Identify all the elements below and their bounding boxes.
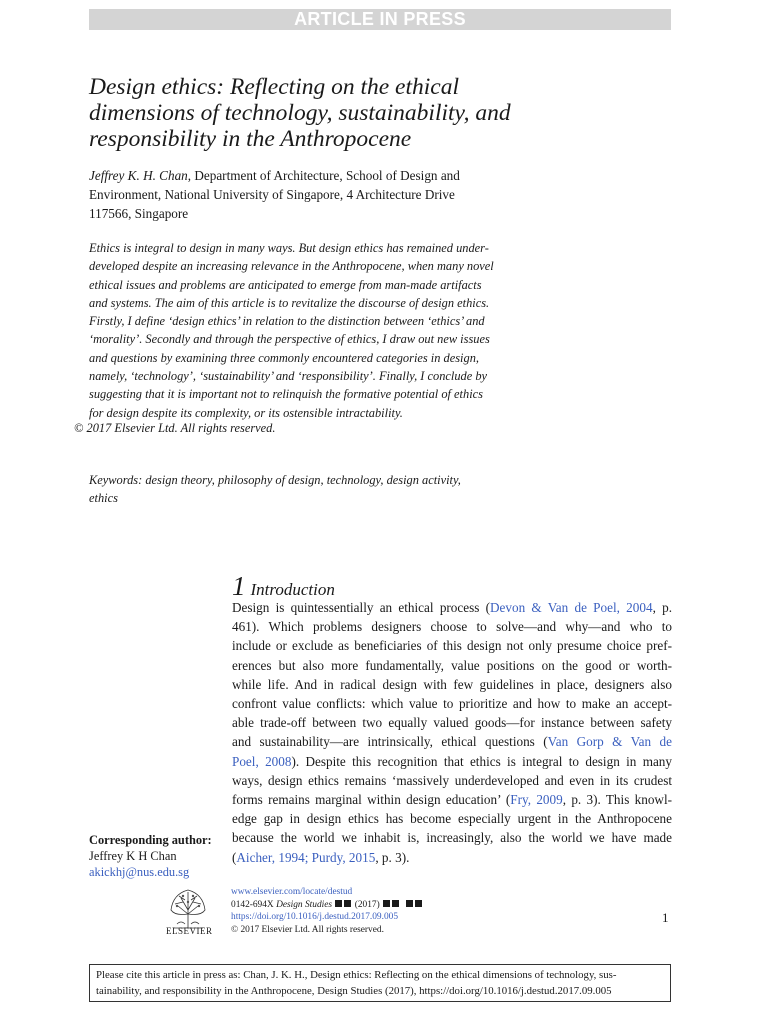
abstract-line: ‘morality’. Secondly and through the perspective of ethics, I draw out new issues [89, 332, 490, 347]
citation-box [89, 964, 671, 1002]
doi-link[interactable]: https://doi.org/10.1016/j.destud.2017.09.005 [231, 912, 399, 922]
abstract-line: Ethics is integral to design in many ways. But design ethics has remained under- [89, 241, 489, 255]
corresponding-email-link[interactable]: akickhj@nus.edu.sg [89, 865, 190, 879]
affiliation-text: 117566, Singapore [89, 206, 189, 221]
volume-placeholder-icon [344, 900, 351, 907]
abstract-line: namely, ‘technology’, ‘sustainability’ and ‘responsibility’. Finally, I conclude by [89, 369, 488, 384]
section-number: 1 [232, 571, 246, 601]
section-title: Introduction [250, 580, 335, 599]
abstract-line: developed despite an increasing relevance in the Anthropocene, when many novel [89, 259, 494, 274]
journal-info: www.elsevier.com/locate/destud 0142-694X Design Studies (2017) https://doi.org/10.1016/j.destud.2017.09.005 © 2017 Elsevier Ltd. All rights reserved. [231, 886, 423, 936]
journal-copyright: © 2017 Elsevier Ltd. All rights reserved. [231, 924, 384, 935]
keywords [89, 471, 529, 507]
pages-placeholder-icon [415, 900, 422, 907]
journal-name: Design Studies [276, 899, 333, 910]
title-line: responsibility in the Anthropocene [89, 126, 412, 152]
author-name: Jeffrey K. H. Chan [89, 168, 188, 183]
body-paragraph: Design is quintessentially an ethical process (Devon & Van de Poel, 2004, p. 461). Which problems designers choose to solve—and why—and who to include or exclude as beneficiaries of this design not only presume choice pref- erences but also more fundamentally, value positions on the good or worth- while life. And in radical design with few guidelines in place, designers also confront value conflicts: which value to prioritize and how to make an accept- able trade-off between two equally valued goods—for instance between safety and sustainability—are intrinsically, ethical questions (Van Gorp & Van de Poel, 2008). Despite this recognition that ethics is integral to design in many ways, design ethics remains ‘massively underdeveloped and even in its crudest forms remains marginal within design education’ (Fry, 2009, p. 3). This knowl- edge gap in design ethics has become especially urgent in the Anthropocene because the world we inhabit is, increasingly, also the world we have made (Aicher, 1994; Purdy, 2015, p. 3). [232, 600, 673, 865]
pages-placeholder-icon [406, 900, 413, 907]
citation-link[interactable]: Poel, 2008 [232, 753, 292, 769]
abstract-line: for design despite its complexity, or its ostensible intractability. [89, 405, 403, 420]
pages-placeholder-icon [392, 900, 399, 907]
abstract-line: ethical issues and problems are anticipated to emerge from man-made artifacts [89, 277, 482, 292]
title-line: dimensions of technology, sustainability, and [89, 100, 511, 126]
pages-placeholder-icon [383, 900, 390, 907]
citation-line: Please cite this article in press as: Chan, J. K. H., Design ethics: Reflecting on the ethical dimensions of technology, sus- [96, 969, 617, 981]
citation-link[interactable]: Fry, 2009 [510, 792, 563, 808]
abstract-line: suggesting that it is important not to relinquish the formative potential of ethics [89, 387, 483, 402]
keywords-line: ethics [89, 491, 118, 505]
abstract-line: and systems. The aim of this article is to revitalize the discourse of design ethics. [89, 295, 490, 310]
article-in-press-banner: ARTICLE IN PRESS [89, 9, 671, 30]
volume-placeholder-icon [335, 900, 342, 907]
abstract [89, 239, 539, 422]
citation-link[interactable]: Devon & Van de Poel, 2004 [490, 600, 653, 615]
page-number: 1 [662, 910, 669, 925]
journal-url-link[interactable]: www.elsevier.com/locate/destud [231, 887, 353, 897]
title-line: Design ethics: Reflecting on the ethical [89, 74, 460, 100]
article-title [89, 74, 649, 152]
citation-link[interactable]: Van Gorp & Van de [547, 734, 672, 750]
affiliation-text: Environment, National University of Singapore, 4 Architecture Drive [89, 187, 455, 202]
corresponding-author [89, 832, 212, 880]
elsevier-wordmark: ELSEVIER [166, 926, 213, 936]
keywords-line: Keywords: design theory, philosophy of design, technology, design activity, [89, 473, 461, 487]
abstract-line: Firstly, I define ‘design ethics’ in relation to the distinction between ‘ethics’ and [89, 314, 485, 329]
affiliation-text: , Department of Architecture, School of Design and [187, 168, 460, 183]
author-affiliation [89, 166, 549, 223]
citation-line: tainability, and responsibility in the Anthropocene, Design Studies (2017), https://doi.org/10.1016/j.destud.2017.09.005 [96, 985, 612, 997]
abstract-copyright: © 2017 Elsevier Ltd. All rights reserved. [74, 421, 276, 435]
citation-link[interactable]: Aicher, 1994; Purdy, 2015 [236, 849, 376, 865]
abstract-line: and questions by examining three commonly encountered categories in design, [89, 350, 479, 365]
corresponding-name: Jeffrey K H Chan [89, 849, 177, 863]
corresponding-label: Corresponding author: [89, 833, 212, 847]
